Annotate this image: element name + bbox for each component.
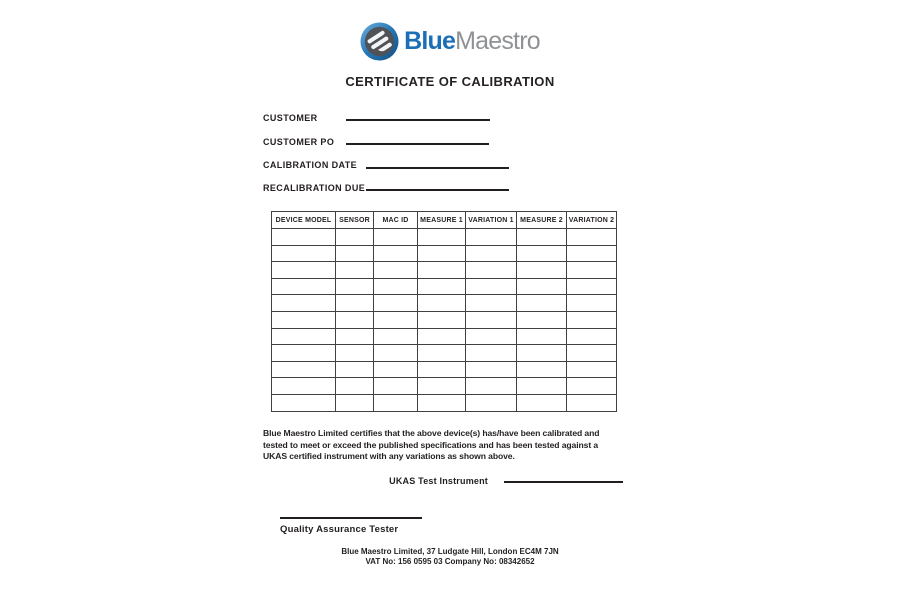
table-cell — [418, 394, 466, 411]
table-cell — [272, 295, 336, 312]
table-cell — [517, 394, 567, 411]
customer-field-line — [346, 119, 490, 121]
table-cell — [336, 295, 374, 312]
table-row — [272, 278, 617, 295]
table-cell — [567, 262, 617, 279]
table-cell — [374, 378, 418, 395]
table-cell — [517, 328, 567, 345]
table-cell — [466, 328, 517, 345]
table-cell — [466, 245, 517, 262]
table-cell — [336, 345, 374, 362]
table-cell — [272, 311, 336, 328]
table-row — [272, 345, 617, 362]
table-cell — [517, 295, 567, 312]
table-row — [272, 295, 617, 312]
table-cell — [466, 295, 517, 312]
table-cell — [336, 328, 374, 345]
calibration-table-head — [272, 212, 617, 229]
footer — [0, 547, 900, 567]
table-cell — [374, 295, 418, 312]
table-cell — [336, 311, 374, 328]
table-cell — [567, 345, 617, 362]
table-cell — [517, 262, 567, 279]
table-cell — [374, 328, 418, 345]
recalibration-due-label: RECALIBRATION DUE — [263, 183, 366, 193]
table-cell — [336, 361, 374, 378]
table-row — [272, 361, 617, 378]
table-cell — [374, 229, 418, 246]
table-cell — [567, 328, 617, 345]
table-cell — [418, 328, 466, 345]
table-cell — [466, 278, 517, 295]
table-cell — [517, 245, 567, 262]
table-cell — [418, 378, 466, 395]
table-cell — [418, 229, 466, 246]
certification-line: Blue Maestro Limited certifies that the above device(s) has/have been calibrated and — [263, 428, 600, 438]
table-cell — [517, 278, 567, 295]
table-cell — [336, 229, 374, 246]
table-cell — [272, 245, 336, 262]
table-cell — [567, 394, 617, 411]
footer-address: Blue Maestro Limited, 37 Ludgate Hill, London EC4M 7JN — [341, 547, 559, 556]
ukas-test-instrument-label: UKAS Test Instrument — [389, 476, 488, 486]
certification-statement — [263, 428, 599, 463]
table-cell — [517, 345, 567, 362]
ukas-test-instrument-line — [504, 481, 623, 483]
table-header-cell: VARIATION 1 — [466, 212, 517, 229]
table-cell — [567, 278, 617, 295]
table-cell — [466, 361, 517, 378]
table-cell — [567, 311, 617, 328]
table-cell — [517, 311, 567, 328]
table-cell — [418, 278, 466, 295]
table-cell — [272, 328, 336, 345]
table-row — [272, 311, 617, 328]
table-cell — [567, 245, 617, 262]
table-cell — [272, 394, 336, 411]
certification-line: UKAS certified instrument with any variations as shown above. — [263, 451, 515, 462]
table-header-cell: MAC ID — [374, 212, 418, 229]
table-row — [272, 262, 617, 279]
table-row — [272, 394, 617, 411]
table-cell — [418, 262, 466, 279]
customer-po-label: CUSTOMER PO — [263, 137, 335, 147]
table-row — [272, 245, 617, 262]
logo-wordmark — [404, 21, 540, 61]
table-cell — [418, 245, 466, 262]
table-cell — [567, 295, 617, 312]
certification-line: tested to meet or exceed the published specifications and has been tested against a — [263, 439, 599, 450]
table-cell — [272, 361, 336, 378]
blue-maestro-logo — [0, 21, 900, 61]
calibration-table-body — [272, 229, 617, 412]
table-cell — [336, 278, 374, 295]
table-cell — [517, 378, 567, 395]
qa-tester-label: Quality Assurance Tester — [280, 524, 399, 535]
table-row — [272, 378, 617, 395]
logo-word-blue: Blue — [404, 27, 456, 55]
table-cell — [418, 345, 466, 362]
table-cell — [418, 295, 466, 312]
table-header-cell: SENSOR — [336, 212, 374, 229]
table-header-cell: MEASURE 1 — [418, 212, 466, 229]
table-cell — [336, 245, 374, 262]
table-cell — [567, 361, 617, 378]
table-header-cell: VARIATION 2 — [567, 212, 617, 229]
blue-maestro-circle-icon — [360, 22, 399, 61]
table-row — [272, 328, 617, 345]
table-cell — [567, 229, 617, 246]
recalibration-due-field-line — [366, 189, 509, 191]
qa-tester-signature-line — [280, 517, 422, 519]
table-cell — [272, 378, 336, 395]
table-header-cell: MEASURE 2 — [517, 212, 567, 229]
customer-po-field-line — [346, 143, 489, 145]
table-cell — [374, 361, 418, 378]
calibration-date-field-line — [366, 167, 509, 169]
table-cell — [272, 278, 336, 295]
table-cell — [466, 345, 517, 362]
table-cell — [418, 361, 466, 378]
calibration-date-label: CALIBRATION DATE — [263, 160, 358, 170]
table-cell — [374, 245, 418, 262]
table-cell — [272, 262, 336, 279]
table-cell — [336, 394, 374, 411]
table-row — [272, 229, 617, 246]
table-cell — [466, 378, 517, 395]
table-cell — [517, 229, 567, 246]
page-title: CERTIFICATE OF CALIBRATION — [345, 74, 555, 89]
logo-word-maestro: Maestro — [455, 27, 540, 55]
table-cell — [418, 311, 466, 328]
table-cell — [272, 229, 336, 246]
footer-registration: VAT No: 156 0595 03 Company No: 08342652 — [365, 557, 535, 566]
table-cell — [374, 262, 418, 279]
table-cell — [466, 394, 517, 411]
table-cell — [466, 229, 517, 246]
table-cell — [517, 361, 567, 378]
calibration-table — [271, 211, 617, 412]
table-cell — [374, 278, 418, 295]
customer-label: CUSTOMER — [263, 113, 318, 123]
table-cell — [336, 262, 374, 279]
table-header-cell: DEVICE MODEL — [272, 212, 336, 229]
table-cell — [374, 394, 418, 411]
table-cell — [374, 311, 418, 328]
table-cell — [374, 345, 418, 362]
table-cell — [466, 311, 517, 328]
table-cell — [272, 345, 336, 362]
table-cell — [466, 262, 517, 279]
table-cell — [567, 378, 617, 395]
table-cell — [336, 378, 374, 395]
